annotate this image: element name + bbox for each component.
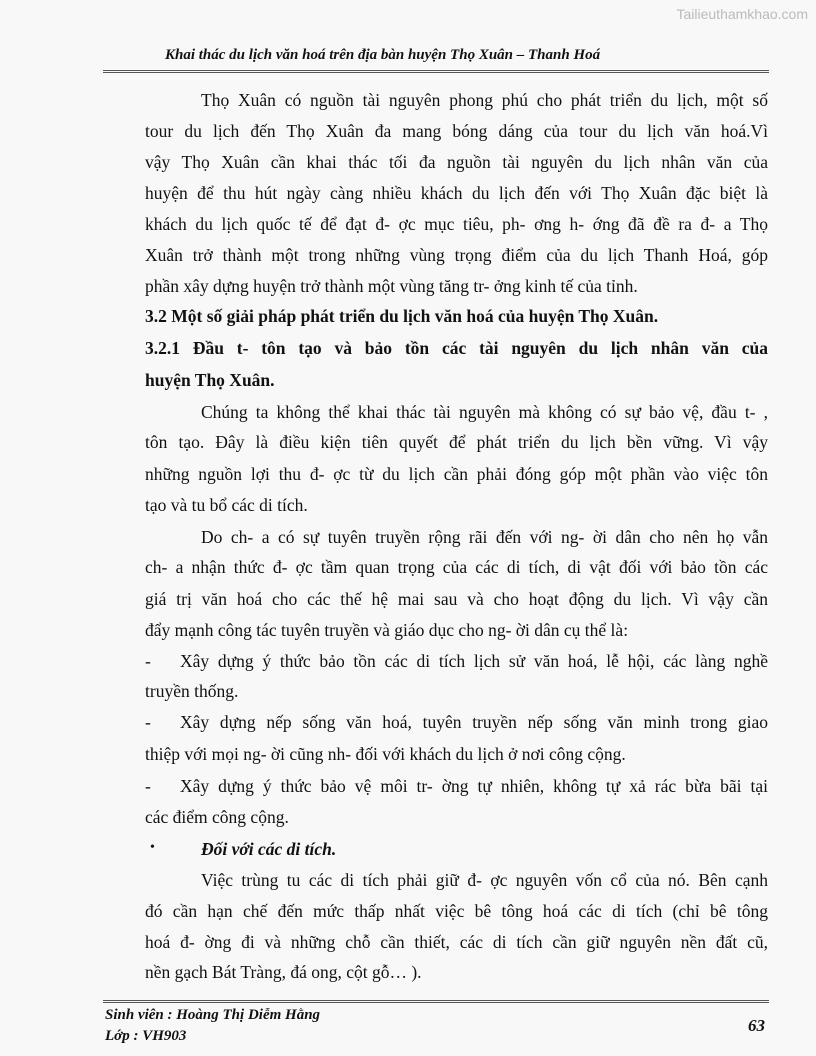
list-item: Xây dựng ý thức bảo vệ môi tr- ờng tự nhiên, không tự xả rác bừa bãi tại	[180, 776, 768, 796]
text-line: huyện để thu hút ngày càng nhiều khách du lịch đến với Thọ Xuân đặc biệt là	[145, 183, 768, 203]
text-line: khách du lịch quốc tế để đạt đ- ợc mục tiêu, ph- ơng h- ớng đã đề ra đ- a Thọ	[145, 214, 768, 234]
text-line: hoá đ- ờng đi và những chỗ cần thiết, các di tích cần giữ nguyên nền đất cũ,	[145, 932, 768, 952]
text-line: vậy Thọ Xuân cần khai thác tối đa nguồn tài nguyên du lịch nhân văn của	[145, 152, 768, 172]
subsection-heading: huyện Thọ Xuân.	[145, 370, 275, 390]
list-item: Xây dựng nếp sống văn hoá, tuyên truyền nếp sống văn minh trong giao	[180, 712, 768, 732]
text-line: các điểm công cộng.	[145, 807, 289, 827]
text-line: phần xây dựng huyện trở thành một vùng tăng tr- ởng kinh tế của tỉnh.	[145, 276, 638, 296]
text-line: những nguồn lợi thu đ- ợc từ du lịch cần phải đóng góp một phần vào việc tôn	[145, 464, 768, 484]
footer-student: Sinh viên : Hoàng Thị Diễm Hằng	[105, 1007, 321, 1023]
footer-rule	[103, 1000, 769, 1003]
text-line: ch- a nhận thức đ- ợc tầm quan trọng của các di tích, di vật đối với bảo tồn các	[145, 557, 768, 577]
text-line: đẩy mạnh công tác tuyên truyền và giáo dục cho ng- ời dân cụ thể là:	[145, 620, 629, 640]
list-dash: -	[145, 651, 151, 671]
text-line: Do ch- a có sự tuyên truyền rộng rãi đến với ng- ời dân cho nên họ vẫn	[201, 527, 768, 547]
running-header: Khai thác du lịch văn hoá trên địa bàn huyện Thọ Xuân – Thanh Hoá	[165, 47, 601, 63]
bullet-icon: •	[150, 840, 155, 855]
page-number: 63	[748, 1016, 765, 1035]
watermark: Tailieuthamkhao.com	[676, 6, 808, 22]
text-line: tour du lịch đến Thọ Xuân đa mang bóng dáng của tour du lịch văn hoá.Vì	[145, 121, 768, 141]
subsection-heading: 3.2.1 Đầu t- tôn tạo và bảo tồn các tài nguyên du lịch nhân văn của	[145, 338, 768, 358]
footer-class: Lớp : VH903	[105, 1028, 187, 1044]
list-dash: -	[145, 776, 151, 796]
text-line: tôn tạo. Đây là điều kiện tiên quyết để phát triển du lịch bền vững. Vì vậy	[145, 432, 768, 452]
list-dash: -	[145, 712, 151, 732]
text-line: Việc trùng tu các di tích phải giữ đ- ợc nguyên vốn cổ của nó. Bên cạnh	[201, 870, 768, 890]
text-line: tạo và tu bổ các di tích.	[145, 495, 308, 515]
text-line: truyền thống.	[145, 681, 239, 701]
text-line: giá trị văn hoá cho các thế hệ mai sau và cho hoạt động du lịch. Vì vậy cần	[145, 589, 768, 609]
text-line: thiệp với mọi ng- ời cũng nh- đối với khách du lịch ở nơi công cộng.	[145, 744, 626, 764]
header-rule	[103, 70, 769, 73]
text-line: Xuân trở thành một trong những vùng trọng điểm của du lịch Thanh Hoá, góp	[145, 245, 768, 265]
text-line: Thọ Xuân có nguồn tài nguyên phong phú cho phát triển du lịch, một số	[201, 90, 768, 110]
text-line: Chúng ta không thể khai thác tài nguyên mà không có sự bảo vệ, đầu t- ,	[201, 402, 768, 422]
section-heading: 3.2 Một số giải pháp phát triển du lịch văn hoá của huyện Thọ Xuân.	[145, 306, 659, 326]
text-line: nền gạch Bát Tràng, đá ong, cột gỗ… ).	[145, 962, 422, 982]
bullet-heading: Đối với các di tích.	[201, 839, 337, 859]
text-line: đó cần hạn chế đến mức thấp nhất việc bê tông hoá các di tích (chỉ bê tông	[145, 901, 768, 921]
list-item: Xây dựng ý thức bảo tồn các di tích lịch sử văn hoá, lễ hội, các làng nghề	[180, 651, 768, 671]
